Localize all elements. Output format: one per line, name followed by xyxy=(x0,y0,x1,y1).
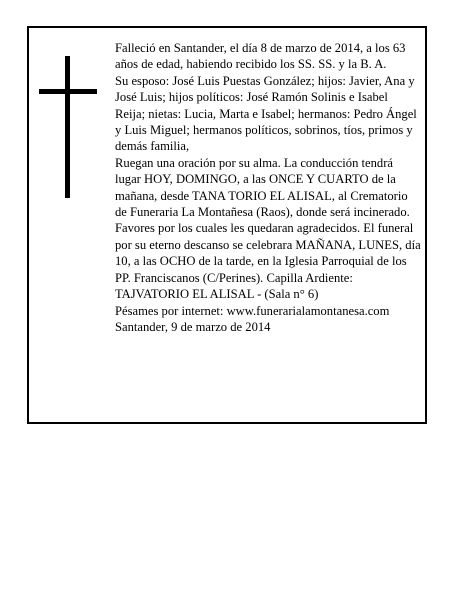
family-paragraph: Su esposo: José Luis Puestas González; hijos: Javier, Ana y José Luis; hijos políticos: José Ramón Solinis e Isabel Reija; nietas: Lucia, Marta e Isabel; hermanos: Pedro Ángel y Luis Miguel; hermanos políticos, sobrinos, tíos, primos y demás familia, xyxy=(115,73,417,154)
obituary-text xyxy=(115,40,421,335)
cross-horizontal-bar xyxy=(39,89,97,94)
announcement-paragraph: Falleció en Santander, el día 8 de marzo de 2014, a los 63 años de edad, habiendo recibido los SS. SS. y la B. A. xyxy=(115,41,406,72)
service-paragraph: Ruegan una oración por su alma. La conducción tendrá lugar HOY, DOMINGO, a las ONCE Y CUARTO de la mañana, desde TANA TORIO EL ALISAL, al Crematorio de Funeraria La Montañesa (Raos), donde será incinerado. Favores por los cuales les quedaran agradecidos. El funeral por su eterno descanso se celebrara MAÑANA, LUNES, día 10, a las OCHO de la tarde, en la Iglesia Parroquial de los PP. Franciscanos (C/Perines). Capilla Ardiente: TAJVATORIO EL ALISAL - (Sala n° 6) xyxy=(115,155,421,302)
obituary-notice xyxy=(27,26,427,424)
condolences-line: Pésames por internet: www.funerarialamontanesa.com xyxy=(115,303,390,318)
cross-vertical-bar xyxy=(65,56,70,198)
dateline: Santander, 9 de marzo de 2014 xyxy=(115,319,271,334)
cross-icon xyxy=(39,56,97,198)
